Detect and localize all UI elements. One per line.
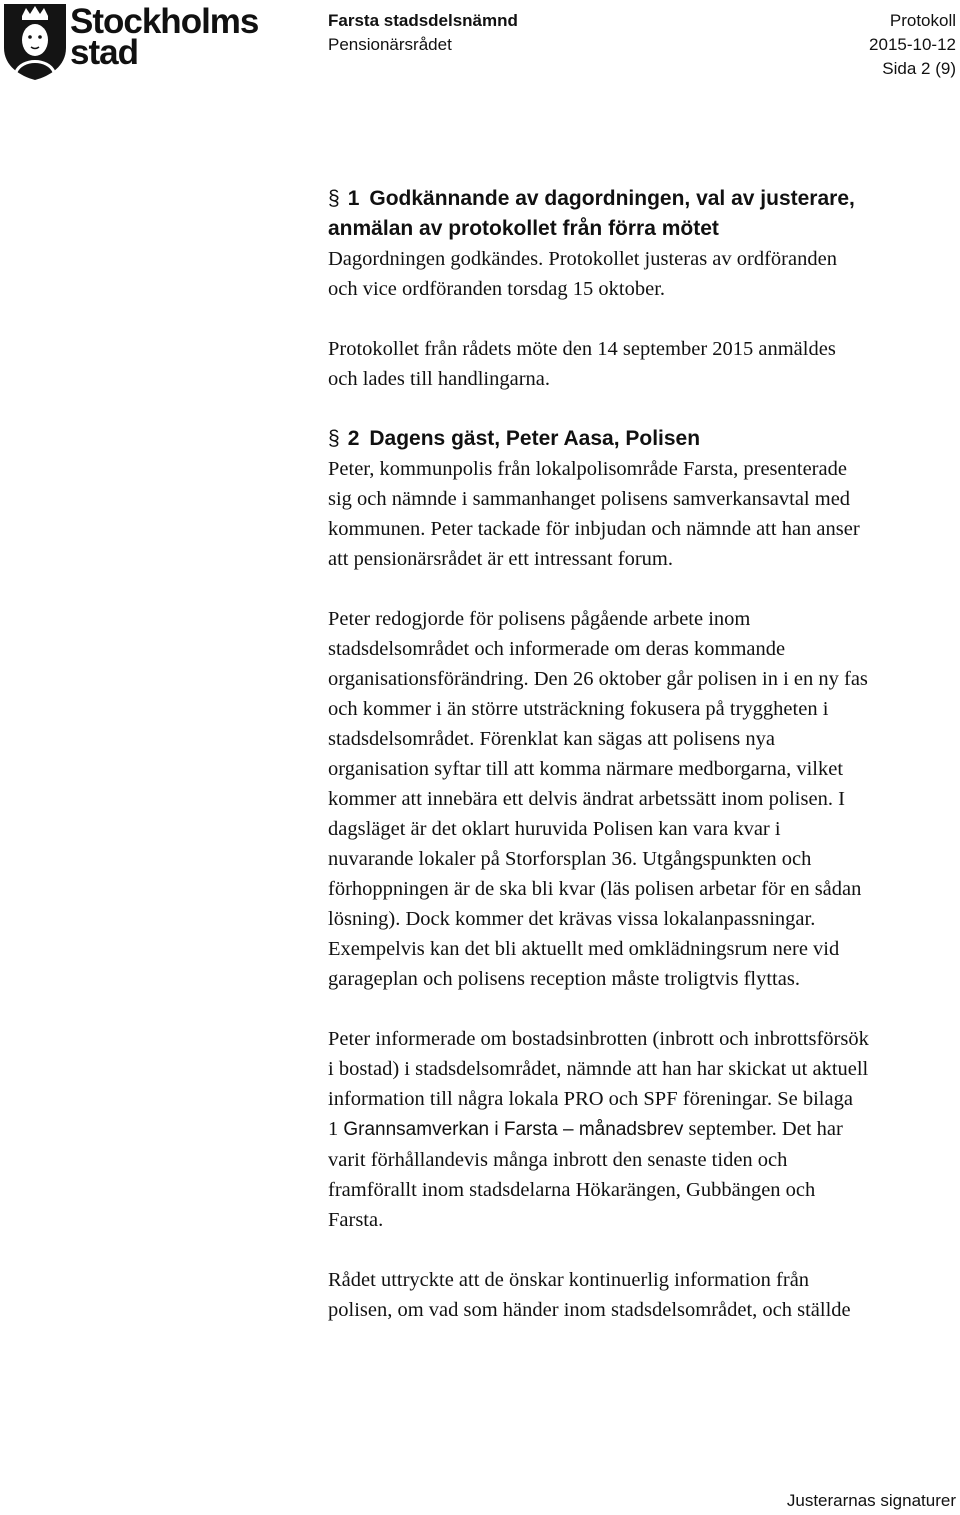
text-line: dagsläget är det oklart huruvida Polisen kan vara kvar i — [328, 818, 781, 840]
document-body — [328, 184, 960, 1325]
section-1-title-line-1: Godkännande av dagordningen, val av justerare, — [369, 187, 855, 210]
text-line: sig och nämnde i sammanhanget polisens samverkansavtal med — [328, 488, 851, 510]
text-line: polisen, om vad som händer inom stadsdelsområdet, och ställde — [328, 1299, 851, 1321]
attachment-reference: Grannsamverkan i Farsta – månadsbrev — [343, 1119, 684, 1140]
section-2-paragraph-1 — [328, 454, 960, 574]
text-line: Dagordningen godkändes. Protokollet justeras av ordföranden — [328, 248, 837, 270]
section-symbol: § — [328, 427, 340, 450]
text-line: Peter redogjorde för polisens pågående arbete inom — [328, 608, 751, 630]
header-left — [328, 9, 518, 57]
logo-line-1: Stockholms — [70, 2, 259, 41]
text-fragment: september. Det har — [683, 1118, 843, 1140]
page-number: Sida 2 (9) — [882, 59, 956, 78]
stockholms-stad-logo — [2, 2, 259, 82]
text-line: information till några lokala PRO och SPF föreningar. Se bilaga — [328, 1088, 853, 1110]
text-line: i bostad) i stadsdelsområdet, nämnde att han har skickat ut aktuell — [328, 1058, 869, 1080]
text-line: kommunen. Peter tackade för inbjudan och nämnde att han anser — [328, 518, 860, 540]
text-fragment: 1 — [328, 1118, 344, 1140]
text-line: nuvarande lokaler på Storforsplan 36. Utgångspunkten och — [328, 848, 812, 870]
document-type: Protokoll — [889, 11, 956, 30]
logo-wordmark — [70, 2, 259, 72]
section-2-title: Dagens gäst, Peter Aasa, Polisen — [369, 427, 701, 450]
section-2-paragraph-3 — [328, 1024, 960, 1235]
text-line: garageplan och polisens reception måste troligtvis flyttas. — [328, 968, 800, 990]
text-line: organisationsförändring. Den 26 oktober går polisen in i en ny fas — [328, 668, 868, 690]
text-line: Protokollet från rådets möte den 14 september 2015 anmäldes — [328, 338, 836, 360]
signature-footer: Justerarnas signaturer — [786, 1491, 956, 1510]
text-line: lösning). Dock kommer det krävas vissa lokalanpassningar. — [328, 908, 816, 930]
document-date: 2015-10-12 — [869, 35, 956, 54]
text-line: att pensionärsrådet är ett intressant forum. — [328, 548, 673, 570]
text-line: framförallt inom stadsdelarna Hökarängen, Gubbängen och — [328, 1179, 816, 1201]
section-2-paragraph-4 — [328, 1265, 960, 1325]
organization-name: Farsta stadsdelsnämnd — [328, 11, 518, 30]
text-line: Rådet uttryckte att de önskar kontinuerlig information från — [328, 1269, 810, 1291]
text-line: och vice ordföranden torsdag 15 oktober. — [328, 278, 666, 300]
text-line: varit förhållandevis många inbrott den senaste tiden och — [328, 1149, 788, 1171]
logo-line-2: stad — [70, 33, 138, 72]
section-1-heading — [328, 184, 960, 244]
text-line: Farsta. — [328, 1209, 384, 1231]
section-number: 1 — [347, 187, 360, 210]
section-1-title-line-2: anmälan av protokollet från förra mötet — [328, 217, 719, 240]
text-line: och lades till handlingarna. — [328, 368, 551, 390]
section-1-paragraph-2 — [328, 334, 960, 394]
council-name: Pensionärsrådet — [328, 35, 452, 54]
text-line: och kommer i än större utsträckning fokusera på tryggheten i — [328, 698, 829, 720]
text-line: kommer att innebära ett delvis ändrat arbetssätt inom polisen. I — [328, 788, 845, 810]
section-number: 2 — [347, 427, 360, 450]
section-1-paragraph-1 — [328, 244, 960, 304]
text-line: stadsdelsområdet. Förenklat kan sägas att polisens nya — [328, 728, 775, 750]
text-line: stadsdelsområdet och informerade om deras kommande — [328, 638, 786, 660]
header-right — [869, 9, 956, 81]
text-line: Peter informerade om bostadsinbrotten (inbrott och inbrottsförsök — [328, 1028, 869, 1050]
city-shield-icon — [2, 2, 68, 82]
text-line: förhoppningen är de ska bli kvar (läs polisen arbetar för en sådan — [328, 878, 862, 900]
text-line: Peter, kommunpolis från lokalpolisområde Farsta, presenterade — [328, 458, 847, 480]
section-2-heading — [328, 424, 960, 454]
text-line: Exempelvis kan det bli aktuellt med omklädningsrum nere vid — [328, 938, 840, 960]
section-symbol: § — [328, 187, 340, 210]
text-line: organisation syftar till att komma närmare medborgarna, vilket — [328, 758, 844, 780]
section-2-paragraph-2 — [328, 604, 960, 994]
